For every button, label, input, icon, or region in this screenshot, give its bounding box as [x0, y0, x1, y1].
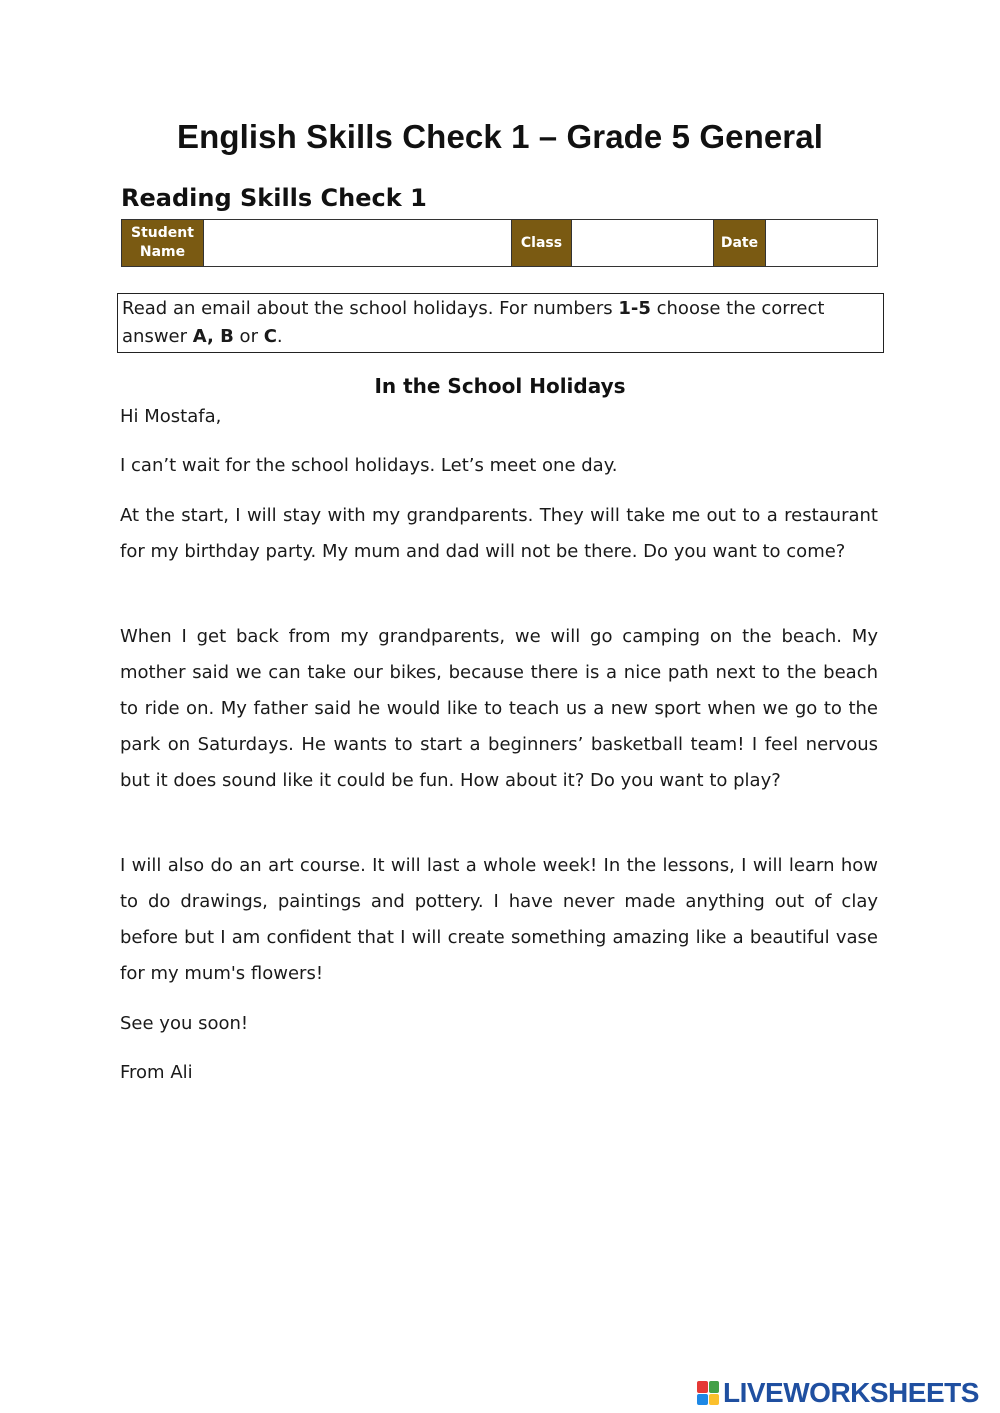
student-name-label: Student Name: [122, 220, 204, 266]
email-paragraph-2: At the start, I will stay with my grandparents. They will take me out to a restaurant for my birthday party. My mum and dad will not be there. Do you want to come?: [120, 505, 878, 562]
page-title: English Skills Check 1 – Grade 5 General: [177, 118, 823, 155]
email-greeting: Hi Mostafa,: [120, 406, 222, 427]
student-name-field[interactable]: [204, 220, 512, 266]
class-label: Class: [512, 220, 572, 266]
email-paragraph-4: I will also do an art course. It will last a whole week! In the lessons, I will learn how to do drawings, paintings and pottery. I have never made anything out of clay before but I am confident that I will create something amazing like a beautiful vase for my mum's flowers!: [120, 855, 878, 984]
instructions-box: Read an email about the school holidays. For numbers 1-5 choose the correct answer A, B or C.: [117, 293, 884, 353]
email-signature: From Ali: [120, 1062, 193, 1083]
date-field[interactable]: [766, 220, 877, 266]
brand-name: LIVEWORKSHEETS: [723, 1377, 979, 1408]
date-label: Date: [714, 220, 766, 266]
email-paragraph-1: I can’t wait for the school holidays. Let’s meet one day.: [120, 455, 618, 476]
email-closing: See you soon!: [120, 1013, 249, 1034]
class-field[interactable]: [572, 220, 714, 266]
student-info-table: [121, 219, 878, 267]
passage-title: In the School Holidays: [374, 374, 626, 398]
email-paragraph-3: When I get back from my grandparents, we will go camping on the beach. My mother said we can take our bikes, because there is a nice path next to the beach to ride on. My father said he would like to teach us a new sport when we go to the park on Saturdays. He wants to start a beginners’ basketball team! I feel nervous but it does sound like it could be fun. How about it? Do you want to play?: [120, 626, 878, 791]
liveworksheets-brand: [697, 1377, 979, 1409]
section-title: Reading Skills Check 1: [121, 184, 427, 212]
liveworksheets-logo-icon: [697, 1381, 719, 1405]
